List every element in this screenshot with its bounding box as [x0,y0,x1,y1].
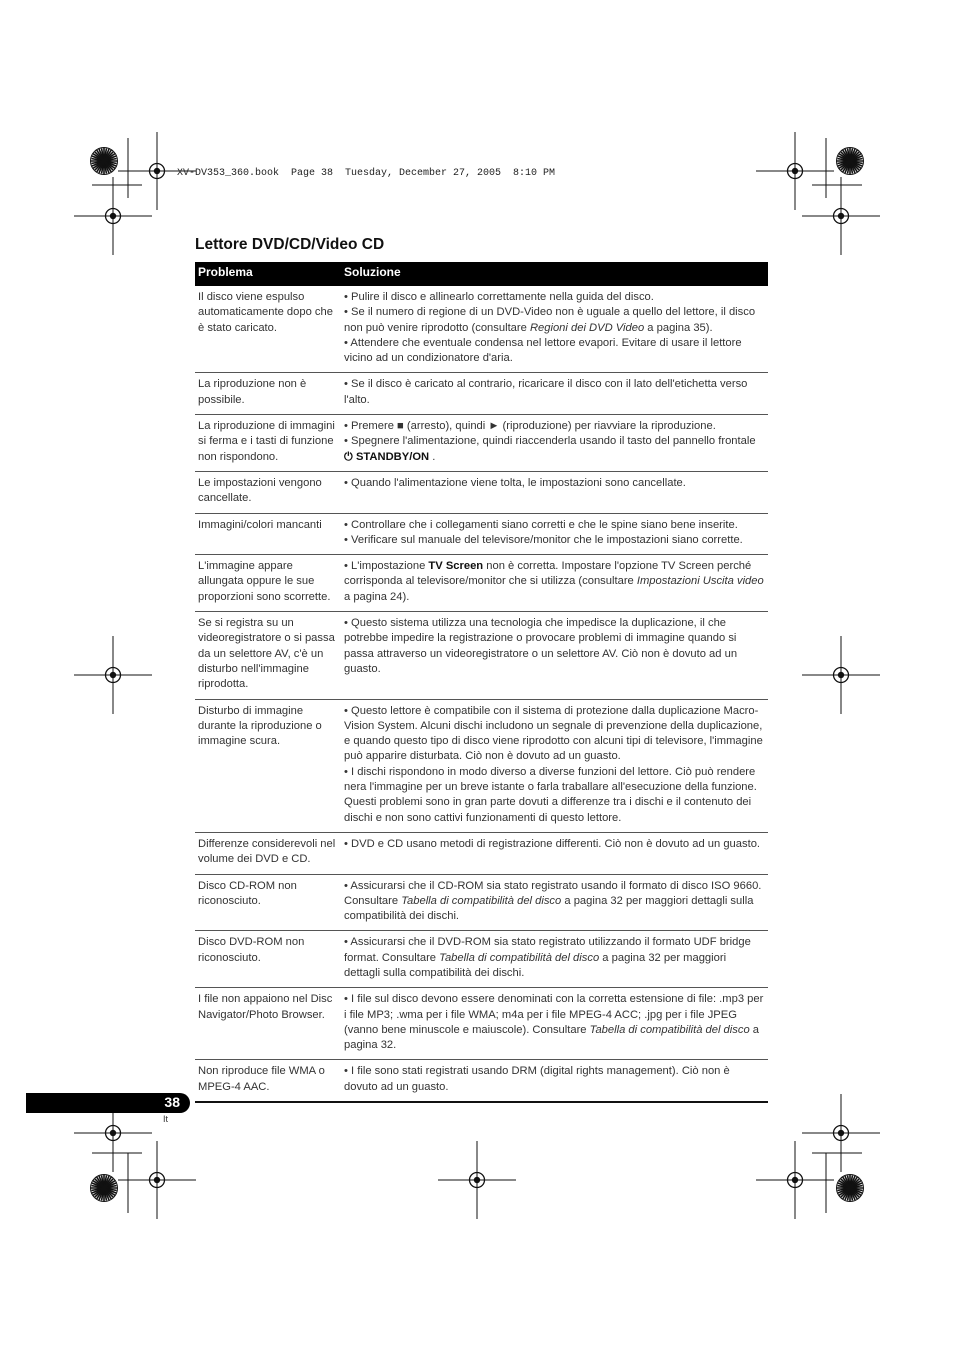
solution-text: • L'impostazione [344,560,429,573]
solution-line [344,879,765,925]
standby-key-label: STANDBY/ON [355,450,430,463]
solution-cell [341,373,768,415]
solution-reference: Tabella di compatibilità del disco [439,951,600,964]
problem-cell: Disco DVD-ROM non riconosciuto. [195,931,341,988]
solution-line: • Quando l'alimentazione viene tolta, le impostazioni sono cancellate. [344,476,686,489]
solution-line [344,434,765,465]
solution-text: • I file sul disco devono essere denominati con la corretta estensione di file: .mp3 per i file MP3; .wma per i file WMA; m4a per i file MPEG-4 ACC; .jpg per i file JPEG (vanno bene minuscole e maiuscole). Consultare [344,993,764,1036]
solution-line: • Premere ■ (arresto), quindi ► (riproduzione) per riavviare la riproduzione. [344,420,716,433]
solution-cell [341,1060,768,1102]
table-row [195,874,768,931]
solution-line: • Attendere che eventuale condensa nel lettore evapori. Evitare di usare il lettore vicino ad un condizionatore d'aria. [344,336,742,365]
solution-reference: Regioni dei DVD Video [529,321,645,334]
solution-line: • I file sono stati registrati usando DRM (digital rights management). Ciò non è dovuto ad un guasto. [344,1065,730,1093]
table-row [195,931,768,988]
table-row [195,832,768,874]
solution-reference: Tabella di compatibilità del disco [589,1023,750,1036]
problem-cell: Differenze considerevoli nel volume dei DVD e CD. [195,832,341,874]
solution-cell [341,286,768,373]
solution-line: • Questo lettore è compatibile con il sistema di protezione dalla duplicazione Macro-Vision System. Alcuni dischi includono un segnale di prevenzione della duplicazione, e quando questo tipo di disco viene riprodotto con alcuni tipi di televisore, l'immagine può apparire disturbata. Ciò non è dovuto ad un guasto. [344,704,763,763]
language-label: It [163,1114,169,1124]
solution-text: • Assicurarsi che il CD-ROM sia stato registrato usando il formato di disco ISO 9660. Consultare [344,879,762,907]
solution-line: • DVD e CD usano metodi di registrazione differenti. Ciò non è dovuto ad un guasto. [344,837,761,850]
solution-cell [341,699,768,832]
column-header-problem: Problema [195,262,341,286]
solution-cell [341,612,768,699]
problem-cell: Le impostazioni vengono cancellate. [195,471,341,513]
solution-line: • Pulire il disco e allinearlo correttamente nella guida del disco. [344,291,654,303]
solution-line: • Se il disco è caricato al contrario, ricaricare il disco con il lato dell'etichetta verso l'alto. [344,378,748,406]
solution-reference: Tabella di compatibilità del disco [401,894,562,907]
solution-line [344,559,765,605]
page-number: 38 [164,1094,180,1110]
column-header-solution: Soluzione [341,262,768,286]
solution-line: • Verificare sul manuale del televisore/monitor che le impostazioni siano corrette. [344,533,743,546]
solution-text: • Se il numero di regione di un DVD-Video non è uguale a quello del lettore, il disco non può venire riprodotto (consultare [344,306,756,334]
problem-cell: Il disco viene espulso automaticamente dopo che è stato caricato. [195,286,341,373]
table-row [195,471,768,513]
table-row [195,513,768,555]
solution-text: a pagina 32. [344,1023,760,1052]
problem-cell: Disco CD-ROM non riconosciuto. [195,874,341,931]
section-title: Lettore DVD/CD/Video CD [195,236,385,253]
problem-cell: La riproduzione di immagini si ferma e i tasti di funzione non rispondono. [195,415,341,472]
solution-cell [341,471,768,513]
table-row [195,1060,768,1102]
solution-cell [341,988,768,1060]
print-header-info: XV-DV353_360.book Page 38 Tuesday, December 27, 2005 8:10 PM [177,168,556,179]
solution-cell [341,832,768,874]
page-number-tab [26,1093,190,1113]
table-row [195,555,768,612]
troubleshooting-table [195,262,768,1103]
table-row [195,612,768,699]
solution-line [344,935,765,981]
solution-text: a pagina 35). [644,321,713,334]
solution-line: • Questo sistema utilizza una tecnologia che impedisce la duplicazione, il che potrebbe impedire la registrazione o provocare problemi di immagine quando si passa attraverso un videoregistratore o un selettore AV. Ciò non è dovuto ad un guasto. [344,617,738,675]
solution-text: • Assicurarsi che il DVD-ROM sia stato registrato utilizzando il formato UDF bridge format. Consultare [344,936,751,964]
solution-text: . [429,450,436,463]
table-row [195,699,768,832]
problem-cell: L'immagine appare allungata oppure le sue proporzioni sono scorrette. [195,555,341,612]
table-row [195,415,768,472]
solution-line [344,992,765,1053]
problem-cell: Disturbo di immagine durante la riproduzione o immagine scura. [195,699,341,832]
problem-cell: I file non appaiono nel Disc Navigator/Photo Browser. [195,988,341,1060]
problem-cell: Non riproduce file WMA o MPEG-4 AAC. [195,1060,341,1102]
solution-cell [341,513,768,555]
table-row [195,373,768,415]
solution-reference: Impostazioni Uscita video [636,575,764,588]
solution-line [344,305,765,336]
solution-text: a pagina 32 per maggiori dettagli sulla compatibilità dei dischi. [344,894,754,923]
solution-cell [341,874,768,931]
solution-text: a pagina 32 per maggiori dettagli sulla compatibilità dei dischi. [344,951,727,979]
solution-cell [341,415,768,472]
solution-line: • I dischi rispondono in modo diverso a diverse funzioni del lettore. Ciò può rendere nera l'immagine per un breve istante o farla traballare all'esecuzione della funzione. Questi problemi sono in gran parte dovuti a differenze tra i dischi e il contenuto dei dischi e non sono cattivi funzionamenti di questo lettore. [344,765,757,824]
setting-name: TV Screen [428,560,484,573]
problem-cell: Se si registra su un videoregistratore o si passa da un selettore AV, c'è un disturbo nell'immagine riprodotta. [195,612,341,699]
solution-text: non è corretta. Impostare l'opzione TV Screen perché corrisponda al televisore/monitor che si utilizza (consultare [344,560,752,588]
solution-cell [341,931,768,988]
table-header-row [195,262,768,286]
solution-text: a pagina 24). [344,590,410,603]
problem-cell: Immagini/colori mancanti [195,513,341,555]
solution-line: • Controllare che i collegamenti siano corretti e che le spine siano bene inserite. [344,518,738,531]
solution-text: • Spegnere l'alimentazione, quindi riaccenderla usando il tasto del pannello frontale [344,435,756,448]
problem-cell: La riproduzione non è possibile. [195,373,341,415]
table-row [195,988,768,1060]
solution-cell [341,555,768,612]
power-icon: ⏻ [344,450,353,463]
table-row [195,286,768,373]
